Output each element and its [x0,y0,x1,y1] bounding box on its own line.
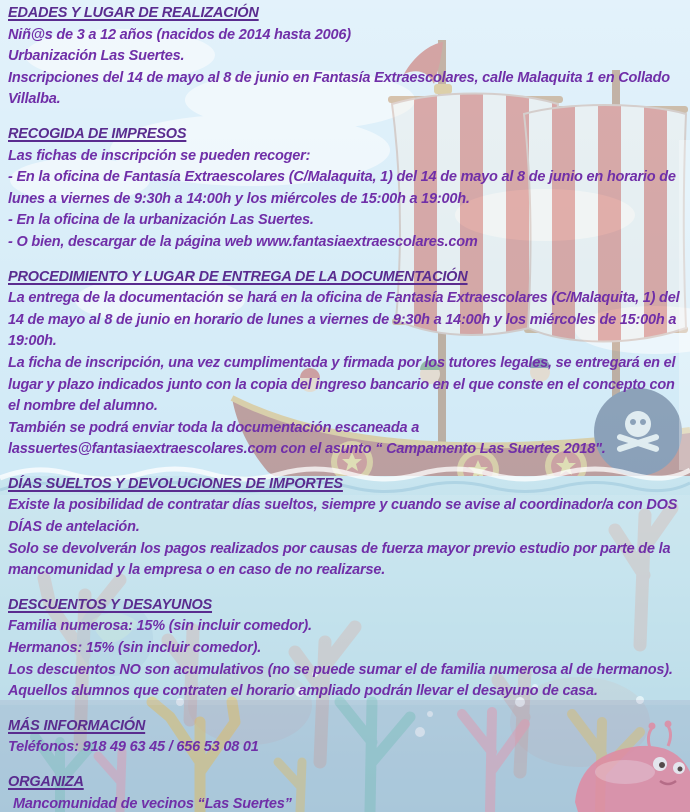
section-mas-informacion [8,716,687,759]
section-heading: DÍAS SUELTOS Y DEVOLUCIONES DE IMPORTES [8,475,343,492]
paragraph: Urbanización Las Suertes. [8,48,185,65]
paragraph: Existe la posibilidad de contratar días sueltos, siempre y cuando se avise al coordinador/a con DOS DÍAS de antelación. [8,497,678,536]
section-recogida [8,124,687,254]
section-procedimiento [8,267,687,461]
paragraph: Aquellos alumnos que contraten el horario ampliado podrán llevar el desayuno de casa. [8,683,598,700]
section-heading: DESCUENTOS Y DESAYUNOS [8,596,213,613]
paragraph-organizer: Mancomunidad de vecinos “Las Suertes” [13,795,292,812]
section-dias-sueltos [8,474,687,582]
paragraph: Los descuentos NO son acumulativos (no se puede sumar el de familia numerosa al de hermanos). [8,661,673,678]
paragraph: Niñ@s de 3 a 12 años (nacidos de 2014 hasta 2006) [8,26,351,43]
paragraph-website: - O bien, descargar de la página web www.fantasiaextraescolares.com [8,233,478,250]
paragraph: Hermanos: 15% (sin incluir comedor). [8,640,262,657]
paragraph-email: También se podrá enviar toda la documentación escaneada a lassuertes@fantasiaextraescolares.com con el asunto “ Campamento Las Suertes 2018". [8,419,606,458]
paragraph: Familia numerosa: 15% (sin incluir comedor). [8,618,312,635]
section-heading: EDADES Y LUGAR DE REALIZACIÓN [8,5,259,21]
paragraph: - En la oficina de la urbanización Las Suertes. [8,212,314,229]
section-organiza [8,772,687,812]
paragraph: - En la oficina de Fantasía Extraescolares (C/Malaquita, 1) del 14 de mayo al 8 de junio en horario de lunes a viernes de 9:30h a 14:00h y los miércoles de 15:00h a 19:00h. [8,169,676,207]
paragraph: La entrega de la documentación se hará en la oficina de Fantasía Extraescolares (C/Malaquita, 1) del 14 de mayo al 8 de junio en horario de lunes a viernes de 9:30h a 14:00h y los miércoles de 15:00h a 19:00h. [8,290,680,350]
paragraph: Inscripciones del 14 de mayo al 8 de junio en Fantasía Extraescolares, calle Malaquita 1 en Collado Villalba. [8,69,670,108]
paragraph: Solo se devolverán los pagos realizados por causas de fuerza mayor previo estudio por parte de la mancomunidad y la empresa o en caso de no realizarse. [8,540,671,579]
paragraph: La ficha de inscripción, una vez cumplimentada y firmada por los tutores legales, se entregará en el lugar y plazo indicados junto con la copia del ingreso bancario en el que conste en el concepto con el nombre del alumno. [8,354,676,415]
section-heading: MÁS INFORMACIÓN [8,717,146,734]
section-heading: PROCEDIMIENTO Y LUGAR DE ENTREGA DE LA DOCUMENTACIÓN [8,268,468,285]
section-descuentos [8,595,687,703]
paragraph-phones: Teléfonos: 918 49 63 45 / 656 53 08 01 [8,739,259,756]
section-edades [8,3,687,111]
section-heading: ORGANIZA [8,774,84,790]
section-heading: RECOGIDA DE IMPRESOS [8,125,187,142]
paragraph: Las fichas de inscripción se pueden recoger: [8,147,311,164]
